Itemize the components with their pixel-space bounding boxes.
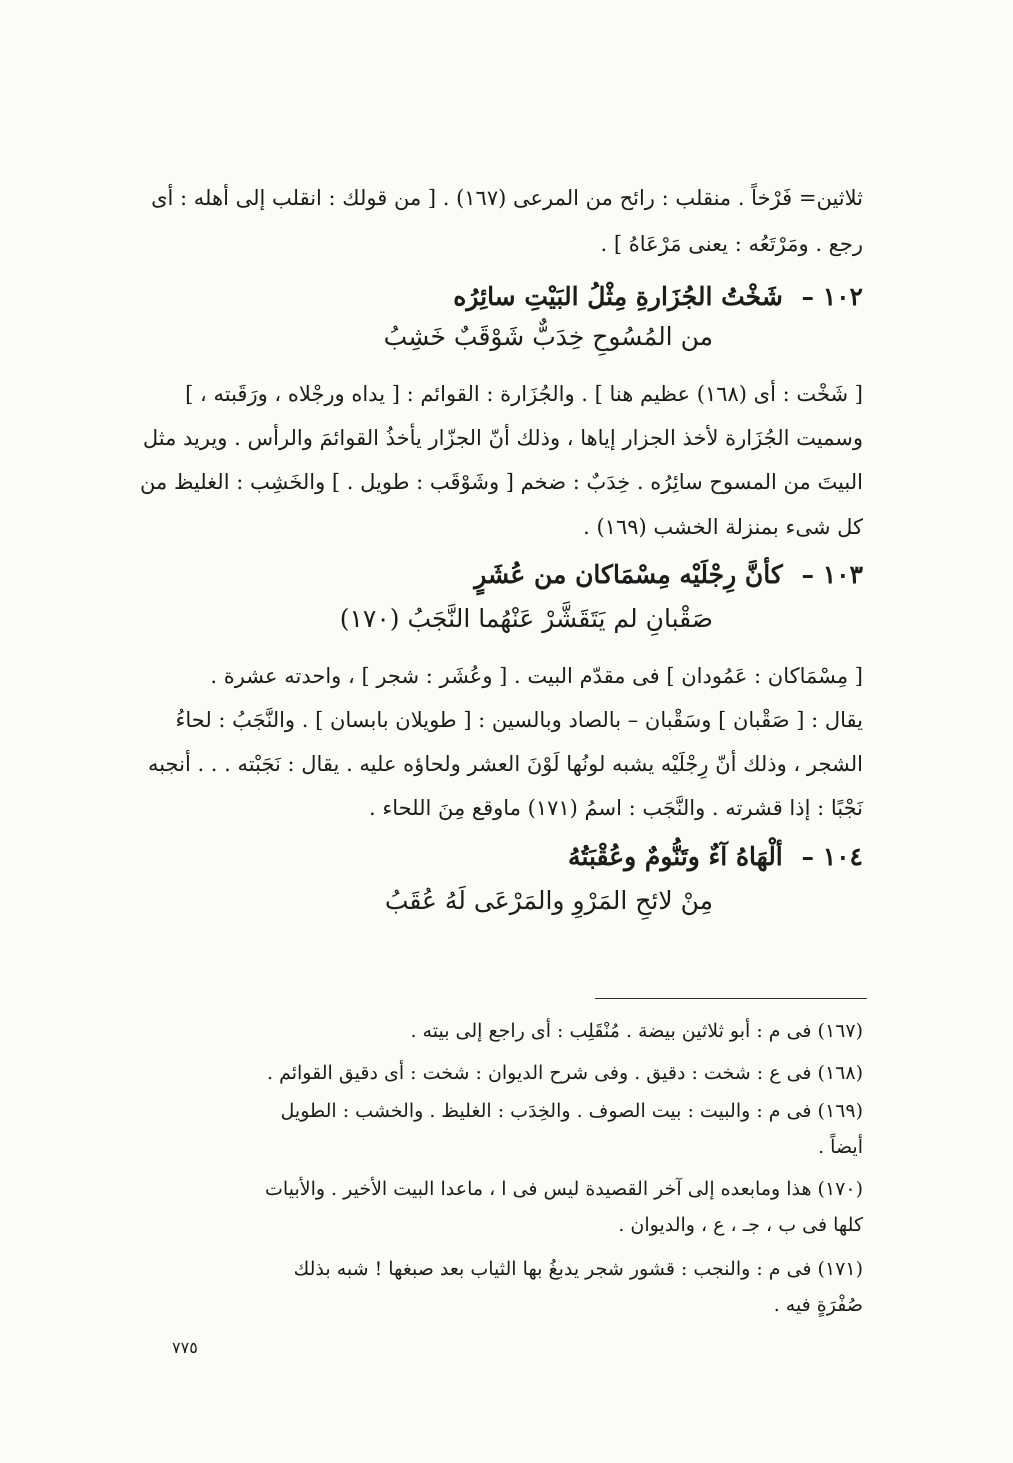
verse-text: كأنَّ رِجْلَيْه مِسْمَاكان من عُشَرٍ [474,560,783,589]
verse-text: شَخْتُ الجُزَارةِ مِثْلُ البَيْتِ سائِرُه [453,282,783,311]
commentary-line: البيتَ من المسوح سائِرُه . خِدَبٌ : ضخم [ وشَوْقَب : طويل . ] والخَشِب : الغليظ من [140,470,863,494]
footnote-line: (١٧١) فى م : والنجب : قشور شجر يدبغُ بها الثياب بعد صبغها ! شبه بذلك [293,1258,863,1280]
verse-number: ١٠٤ – [801,842,863,871]
footnote-line: (١٧٠) هذا ومابعده إلى آخر القصيدة ليس فى ا ، ماعدا البيت الأخير . والأبيات [265,1178,863,1200]
footnote-line: كلها فى ب ، جـ ، ع ، والديوان . [618,1214,863,1236]
commentary-line: وسميت الجُزَارة لأخذ الجزار إياها ، وذلك أنّ الجزّار يأخذُ القوائمَ والرأس . ويريد مثل [142,426,863,450]
footnote-line: (١٦٨) فى ع : شخت : دقيق . وفى شرح الديوان : شخت : أى دقيق القوائم . [267,1062,863,1084]
commentary-line: ثلاثين= فَرْخاً . منقلب : رائح من المرعى (١٦٧) . [ من قولك : انقلب إلى أهله : أى [151,186,863,210]
footnote-line: صُفْرَةٍ فيه . [773,1294,863,1316]
commentary-line: نَجْبًا : إذا قشرته . والنَّجَب : اسمُ (١٧١) ماوقع مِنَ اللحاء . [368,796,863,820]
commentary-line: [ مِسْمَاكان : عَمُودان ] فى مقدّم البيت . [ وعُشَر : شجر ] ، واحدته عشرة . [210,664,863,688]
verse-number: ١٠٣ – [801,560,863,589]
verse-102-first-hemistich [453,282,863,311]
footnote-line: أيضاً . [818,1136,863,1158]
verse-103-second-hemistich: صَقْبانِ لم يَتَقَشَّرْ عَنْهُما النَّجَبُ (١٧٠) [339,604,713,633]
verse-102-second-hemistich: من المُسُوحِ خِدَبٌّ شَوْقَبٌ خَشِبُ [383,322,713,351]
footnote-rule [595,998,867,999]
footnote-line: (١٦٩) فى م : والبيت : بيت الصوف . والخِدَب : الغليظ . والخشب : الطويل [280,1100,863,1122]
page-number: ٧٧٥ [172,1338,198,1357]
verse-104-second-hemistich: مِنْ لائحِ المَرْوِ والمَرْعَى لَهُ عُقَبُ [384,886,713,915]
commentary-line: رجع . ومَرْتَعُه : يعنى مَرْعَاهُ ] . [600,232,863,256]
footnote-line: (١٦٧) فى م : أبو ثلاثين بيضة . مُنْقَلِب : أى راجع إلى بيته . [410,1020,863,1042]
verse-103-first-hemistich [474,560,863,589]
verse-text: ألْهَاهُ آءٌ وتَنُّومٌ وعُقْبَتُهُ [568,842,783,871]
verse-number: ١٠٢ – [801,282,863,311]
commentary-line: كل شىء بمنزلة الخشب (١٦٩) . [583,515,863,539]
commentary-line: الشجر ، وذلك أنّ رِجْلَيْه يشبه لونُها لَوْنَ العشر ولحاؤه عليه . يقال : نَجَبْته . . . أنجبه [147,752,863,776]
verse-104-first-hemistich [568,842,863,871]
commentary-line: يقال : [ صَقْبان ] وسَقْبان – بالصاد وبالسين : [ طويلان بابسان ] . والنَّجَبُ : لحاءُ [175,708,863,732]
commentary-line: [ شَخْت : أى (١٦٨) عظيم هنا ] . والجُزَارة : القوائم : [ يداه ورجْلاه ، ورَقَبته ، ] [185,382,863,406]
